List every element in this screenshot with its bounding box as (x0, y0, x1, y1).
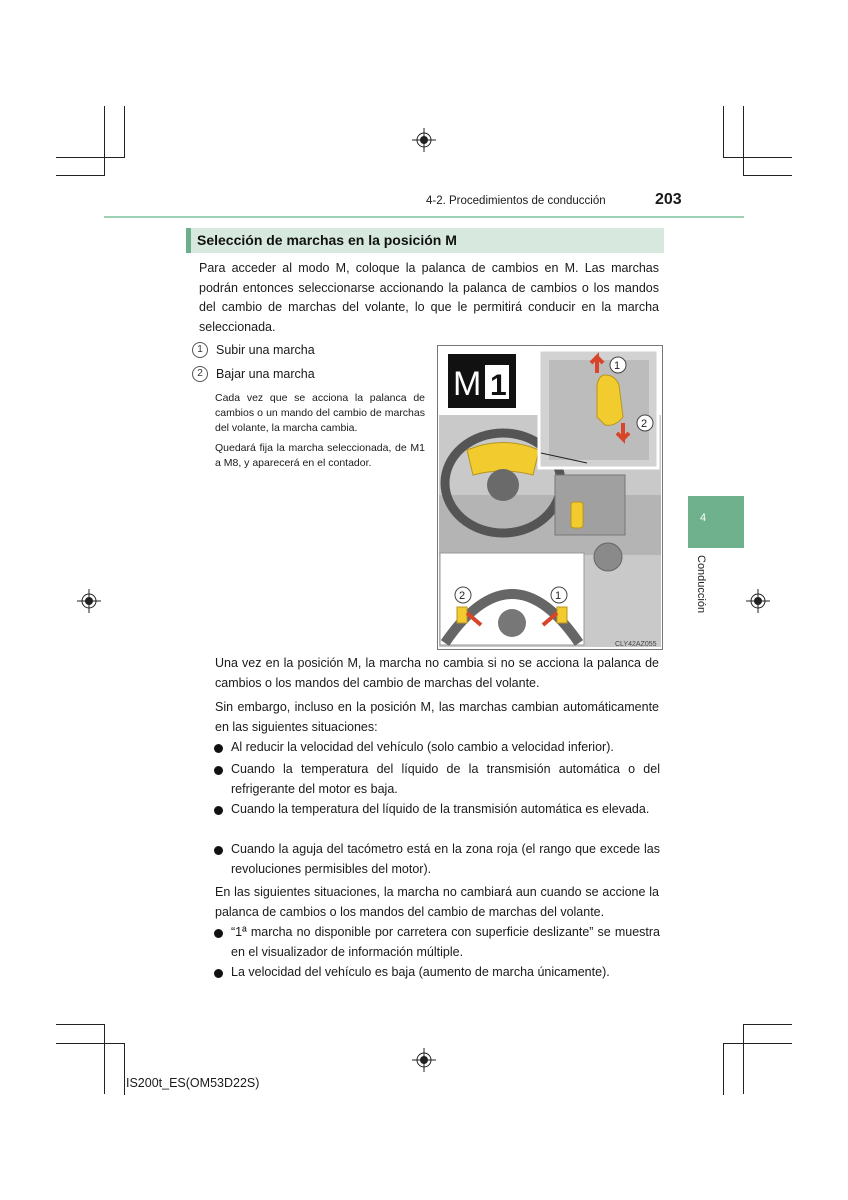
registration-mark-icon (412, 1048, 436, 1072)
bullet-dot-icon (214, 766, 223, 775)
paddle-left (457, 607, 467, 623)
section-title-accent (186, 228, 191, 253)
list-item-text: Cuando la aguja del tacómetro está en la zona roja (el rango que excede las revoluciones permisibles del motor). (231, 842, 660, 876)
cup-holder (594, 543, 622, 571)
list-item (214, 840, 660, 879)
center-console (555, 475, 625, 535)
gear-display-number: 1 (490, 369, 507, 402)
list-item-text: La velocidad del vehículo es baja (aumento de marcha únicamente). (231, 965, 610, 979)
marker-up: 1 (614, 360, 621, 372)
chapter-label: Conducción (695, 555, 707, 614)
marker-down: 2 (641, 418, 648, 430)
bullet-dot-icon (214, 969, 223, 978)
step-label: Subir una marcha (216, 343, 315, 357)
header-divider (104, 216, 744, 218)
paragraph-no-change: En las siguientes situaciones, la marcha no cambiará aun cuando se accione la palanca de cambios o los mandos del cambio de marchas del volante. (215, 885, 659, 919)
step-label: Bajar una marcha (216, 367, 315, 381)
page-number: 203 (655, 191, 682, 208)
step-item-2 (192, 366, 315, 382)
intro-paragraph: Para acceder al modo M, coloque la palanca de cambios en M. Las marchas podrán entonces seleccionarse accionando la palanca de cambios o los mandos del cambio de marchas del volante, lo que le permitirá conducir en la marcha seleccionada. (199, 261, 659, 334)
registration-mark-icon (77, 589, 101, 613)
chapter-number: 4 (700, 512, 707, 524)
step-item-1 (192, 342, 315, 358)
list-item-text: “1ª marcha no disponible por carretera con superficie deslizante” se muestra en el visualizador de información múltiple. (231, 925, 660, 959)
list-item-text: Al reducir la velocidad del vehículo (solo cambio a velocidad inferior). (231, 740, 614, 754)
note-paragraph: Quedará fija la marcha seleccionada, de M1 a M8, y aparecerá en el contador. (215, 442, 425, 469)
bullet-dot-icon (214, 744, 223, 753)
paragraph-m-position: Una vez en la posición M, la marcha no cambia si no se acciona la palanca de cambios o los mandos del cambio de marchas del volante. (215, 656, 659, 690)
shift-lever-small (571, 502, 583, 528)
bullet-dot-icon (214, 929, 223, 938)
list-item (214, 963, 660, 983)
chapter-tab (688, 496, 744, 548)
gear-display-mode: M (453, 365, 482, 403)
list-item (214, 800, 660, 820)
list-item (214, 760, 660, 799)
registration-mark-icon (746, 589, 770, 613)
bullet-dot-icon (214, 846, 223, 855)
paddle-right (557, 607, 567, 623)
inset-wheel-hub (498, 609, 526, 637)
registration-mark-icon (412, 128, 436, 152)
section-title-bar (186, 228, 664, 253)
marker-right: 1 (555, 590, 562, 602)
running-header-section: 4-2. Procedimientos de conducción (426, 195, 606, 207)
wheel-hub (487, 469, 519, 501)
shift-illustration (437, 345, 663, 650)
note-paragraph: Cada vez que se acciona la palanca de cambios o un mando del cambio de marchas del volante, la marcha cambia. (215, 392, 425, 434)
paragraph-auto-shift: Sin embargo, incluso en la posición M, las marchas cambian automáticamente en las siguientes situaciones: (215, 700, 659, 734)
marker-left: 2 (459, 590, 466, 602)
bullet-dot-icon (214, 806, 223, 815)
list-item-text: Cuando la temperatura del líquido de la transmisión automática o del refrigerante del motor es baja. (231, 762, 660, 796)
list-item-text: Cuando la temperatura del líquido de la transmisión automática es elevada. (231, 802, 650, 816)
list-item (214, 738, 660, 758)
footer-code: IS200t_ES(OM53D22S) (126, 1076, 260, 1090)
list-item (214, 923, 660, 962)
section-title: Selección de marchas en la posición M (197, 232, 457, 248)
step-number-circle: 2 (192, 366, 208, 382)
illustration-code: CLY42AZ055 (615, 641, 657, 648)
step-number-circle: 1 (192, 342, 208, 358)
